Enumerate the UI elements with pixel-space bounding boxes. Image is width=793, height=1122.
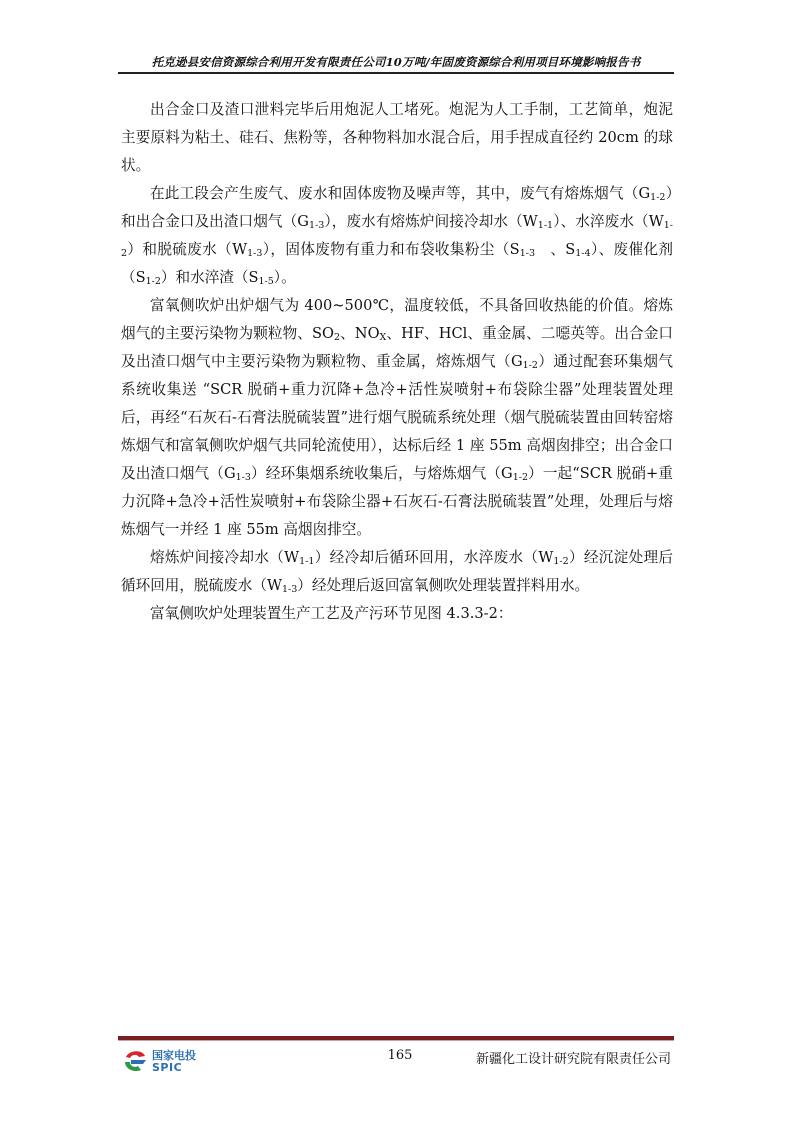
- paragraph-text: ）经冷却后循环回用，水淬废水（W: [314, 549, 554, 566]
- paragraph-5: [121, 600, 673, 628]
- paragraph-text: 、NO: [340, 325, 380, 342]
- company-name: 新疆化工设计研究院有限责任公司: [475, 1052, 671, 1067]
- paragraph-text: 、HF、HCl、重金属、二噁英等。出合金口及出渣口烟气中主要污染物为颗粒物、重金属，熔炼烟气（G: [121, 325, 673, 370]
- paragraph-text: ）、水淬废水（W: [553, 213, 664, 230]
- logo-text-en: SPIC: [152, 1061, 183, 1074]
- logo-text-cn: 国家电投: [152, 1049, 196, 1062]
- subscript: 1-2: [553, 556, 569, 567]
- subscript: X: [379, 332, 387, 343]
- paragraph-text: 富氧侧吹炉处理装置生产工艺及产污环节见图 4.3.3-2：: [150, 605, 513, 622]
- spic-logo-icon: [122, 1048, 148, 1074]
- paragraph-text: ）经处理后返回富氧侧吹处理装置拌料用水。: [297, 577, 590, 594]
- paragraph-text: ）经沉淀处理后循环回用，脱硫废水（W: [121, 549, 673, 594]
- paragraph-3: [121, 292, 673, 544]
- paragraph-text: ）一起“SCR 脱硝+重力沉降+急冷+活性炭喷射+布袋除尘器+石灰石-石膏法脱硫装置”处理，处理后与熔炼烟气一并经 1 座 55m 高烟囱排空。: [121, 465, 673, 538]
- paragraph-text: ）经环集烟系统收集后，与熔炼烟气（G: [250, 465, 513, 482]
- subscript: 2: [333, 332, 341, 343]
- subscript: 1-3: [519, 248, 535, 259]
- subscript: 1-3: [247, 248, 263, 259]
- running-header: 托克逊县安信资源综合利用开发有限责任公司10万吨/年固废资源综合利用项目环境影响报告书: [151, 55, 641, 69]
- subscript: 1-1: [299, 556, 315, 567]
- paragraph-text: ）通过配套环集烟气系统收集送 “SCR 脱硝+重力沉降+急冷+活性炭喷射+布袋除尘器”处理装置处理后，再经“石灰石-石膏法脱硫装置”进行烟气脱硫系统处理（烟气脱硫装置由回转窑熔炼烟气和富氧侧吹炉烟气共同轮流使用），达标后经 1 座 55m 高烟囱排空；出合金口及出渣口烟气（G: [121, 353, 673, 482]
- subscript: 1-2: [650, 192, 666, 203]
- paragraph-text: 、S: [535, 241, 576, 258]
- main-text: [121, 96, 673, 628]
- subscript: 1-2: [522, 360, 538, 371]
- subscript: 1-3: [235, 472, 251, 483]
- subscript: 1-5: [258, 276, 274, 287]
- paragraph-text: ）和水淬渣（S: [160, 269, 259, 286]
- paragraph-text: 出合金口及渣口泄料完毕后用炮泥人工堵死。炮泥为人工手制，工艺简单，炮泥主要原料为粘土、硅石、焦粉等，各种物料加水混合后，用手捏成直径约 20cm 的球状。: [121, 101, 673, 174]
- subscript: 1-2: [121, 220, 674, 259]
- paragraph-4: [121, 544, 673, 600]
- footer-rule: [118, 1036, 674, 1041]
- header-rule: [118, 72, 674, 74]
- page-number: 165: [387, 1048, 413, 1063]
- paragraph-text: ）和出合金口及出渣口烟气（G: [121, 185, 673, 230]
- subscript: 1-2: [145, 276, 161, 287]
- paragraph-text: ），废水有熔炼炉间接冷却水（W: [324, 213, 538, 230]
- paragraph-1: [121, 96, 673, 180]
- subscript: 1-3: [281, 584, 298, 595]
- paragraph-text: ）和脱硫废水（W: [127, 241, 248, 258]
- paragraph-text: ）。: [273, 269, 296, 286]
- paragraph-text: 熔炼炉间接冷却水（W: [150, 549, 300, 566]
- paragraph-2: [121, 180, 673, 292]
- subscript: 1-1: [537, 220, 554, 231]
- paragraph-text: 富氧侧吹炉出炉烟气为 400~500℃，温度较低，不具备回收热能的价值。熔炼烟气的主要污染物为颗粒物、SO: [121, 297, 673, 342]
- subscript: 1-2: [512, 472, 529, 483]
- paragraph-text: 在此工段会产生废气、废水和固体废物及噪声等，其中，废气有熔炼烟气（G: [150, 185, 651, 202]
- subscript: 1-4: [575, 248, 591, 259]
- paragraph-text: ），固体废物有重力和布袋收集粉尘（S: [262, 241, 520, 258]
- subscript: 1-3: [308, 220, 325, 231]
- paragraph-text: ）、废催化剂（S: [121, 241, 674, 286]
- spic-logo: [122, 1046, 212, 1076]
